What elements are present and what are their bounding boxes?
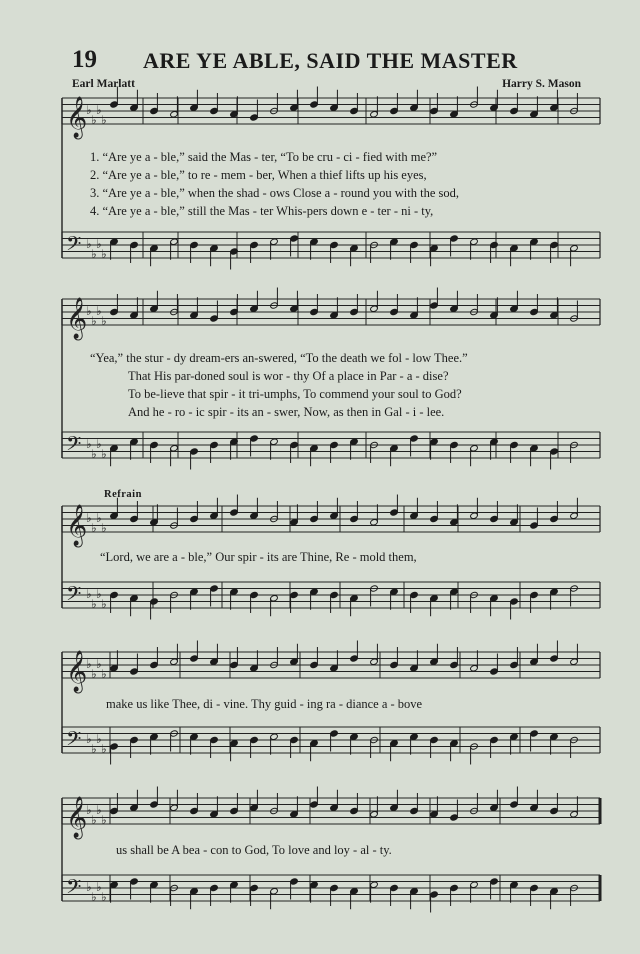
flat-icon: ♭ bbox=[96, 657, 102, 671]
verse-1-line-b: “Yea,” the stur - dy dream-ers an-swered, “To the death we fol - low Thee.” bbox=[90, 351, 468, 365]
flat-icon: ♭ bbox=[101, 520, 107, 535]
flat-icon: ♭ bbox=[96, 304, 102, 318]
flat-icon: ♭ bbox=[86, 657, 92, 671]
flat-icon: ♭ bbox=[96, 237, 102, 251]
flat-icon: ♭ bbox=[101, 112, 107, 127]
flat-icon: ♭ bbox=[91, 812, 97, 827]
treble-clef-icon: 𝄞 bbox=[66, 505, 88, 546]
refrain-label: Refrain bbox=[104, 489, 142, 500]
staff-s1-bass bbox=[62, 232, 600, 270]
staff-s4-bass bbox=[62, 727, 600, 765]
staff-s3-bass bbox=[62, 582, 600, 620]
flat-icon: ♭ bbox=[96, 587, 102, 601]
staff-s2-bass bbox=[62, 432, 600, 470]
flat-icon: ♭ bbox=[91, 666, 97, 681]
treble-clef-icon: 𝄞 bbox=[66, 298, 88, 339]
hymn-title: ARE YE ABLE, SAID THE MASTER bbox=[143, 48, 518, 73]
flat-icon: ♭ bbox=[86, 304, 92, 318]
flat-icon: ♭ bbox=[91, 313, 97, 328]
flat-icon: ♭ bbox=[101, 313, 107, 328]
flat-icon: ♭ bbox=[101, 246, 107, 261]
flat-icon: ♭ bbox=[86, 511, 92, 525]
flat-icon: ♭ bbox=[101, 741, 107, 756]
flat-icon: ♭ bbox=[86, 103, 92, 117]
flat-icon: ♭ bbox=[96, 437, 102, 451]
composer-credit: Harry S. Mason bbox=[502, 78, 581, 90]
flat-icon: ♭ bbox=[86, 237, 92, 251]
staff-s2-treble bbox=[62, 288, 600, 341]
flat-icon: ♭ bbox=[86, 587, 92, 601]
flat-icon: ♭ bbox=[101, 446, 107, 461]
author-credit: Earl Marlatt bbox=[72, 78, 135, 90]
refrain-line-3: us shall be A bea - con to God, To love and loy - al - ty. bbox=[116, 843, 392, 857]
flat-icon: ♭ bbox=[91, 741, 97, 756]
flat-icon: ♭ bbox=[86, 880, 92, 894]
verse-3-line-a: 3. “Are ye a - ble,” when the shad - ows Close a - round you with the sod, bbox=[90, 186, 460, 200]
verse-2-line-a: 2. “Are ye a - ble,” to re - mem - ber, When a thief lifts up his eyes, bbox=[90, 168, 427, 182]
treble-clef-icon: 𝄞 bbox=[66, 797, 88, 838]
staff-s5-treble bbox=[62, 787, 600, 840]
flat-icon: ♭ bbox=[96, 880, 102, 894]
verse-1-line-a: 1. “Are ye a - ble,” said the Mas - ter, “To be cru - ci - fied with me?” bbox=[90, 150, 438, 164]
flat-icon: ♭ bbox=[91, 112, 97, 127]
staff-s1-treble bbox=[62, 87, 600, 140]
flat-icon: ♭ bbox=[91, 520, 97, 535]
bass-clef-icon: 𝄢 bbox=[66, 432, 82, 460]
bass-clef-icon: 𝄢 bbox=[66, 582, 82, 610]
flat-icon: ♭ bbox=[101, 889, 107, 904]
flat-icon: ♭ bbox=[91, 889, 97, 904]
hymn-number: 19 bbox=[72, 46, 97, 73]
verse-2-line-b: That His par-doned soul is wor - thy Of a place in Par - a - dise? bbox=[128, 369, 449, 383]
flat-icon: ♭ bbox=[86, 803, 92, 817]
bass-clef-icon: 𝄢 bbox=[66, 875, 82, 903]
flat-icon: ♭ bbox=[101, 812, 107, 827]
staff-s5-bass bbox=[62, 875, 600, 913]
verse-4-line-a: 4. “Are ye a - ble,” still the Mas - ter Whis-pers down e - ter - ni - ty, bbox=[90, 204, 434, 218]
verse-4-line-b: And he - ro - ic spir - its an - swer, Now, as then in Gal - i - lee. bbox=[128, 405, 445, 419]
bass-clef-icon: 𝄢 bbox=[66, 232, 82, 260]
flat-icon: ♭ bbox=[96, 803, 102, 817]
flat-icon: ♭ bbox=[86, 732, 92, 746]
bass-clef-icon: 𝄢 bbox=[66, 727, 82, 755]
flat-icon: ♭ bbox=[96, 732, 102, 746]
flat-icon: ♭ bbox=[91, 246, 97, 261]
verse-3-line-b: To be-lieve that spir - it tri-umphs, To commend your soul to God? bbox=[128, 387, 462, 401]
refrain-line-1: “Lord, we are a - ble,” Our spir - its are Thine, Re - mold them, bbox=[100, 550, 417, 564]
flat-icon: ♭ bbox=[96, 511, 102, 525]
staff-s4-treble bbox=[62, 641, 600, 694]
staff-s3-treble bbox=[62, 495, 600, 548]
flat-icon: ♭ bbox=[101, 666, 107, 681]
treble-clef-icon: 𝄞 bbox=[66, 651, 88, 692]
flat-icon: ♭ bbox=[91, 446, 97, 461]
flat-icon: ♭ bbox=[96, 103, 102, 117]
flat-icon: ♭ bbox=[86, 437, 92, 451]
flat-icon: ♭ bbox=[91, 596, 97, 611]
refrain-line-2: make us like Thee, di - vine. Thy guid - ing ra - diance a - bove bbox=[106, 697, 423, 711]
treble-clef-icon: 𝄞 bbox=[66, 97, 88, 138]
flat-icon: ♭ bbox=[101, 596, 107, 611]
